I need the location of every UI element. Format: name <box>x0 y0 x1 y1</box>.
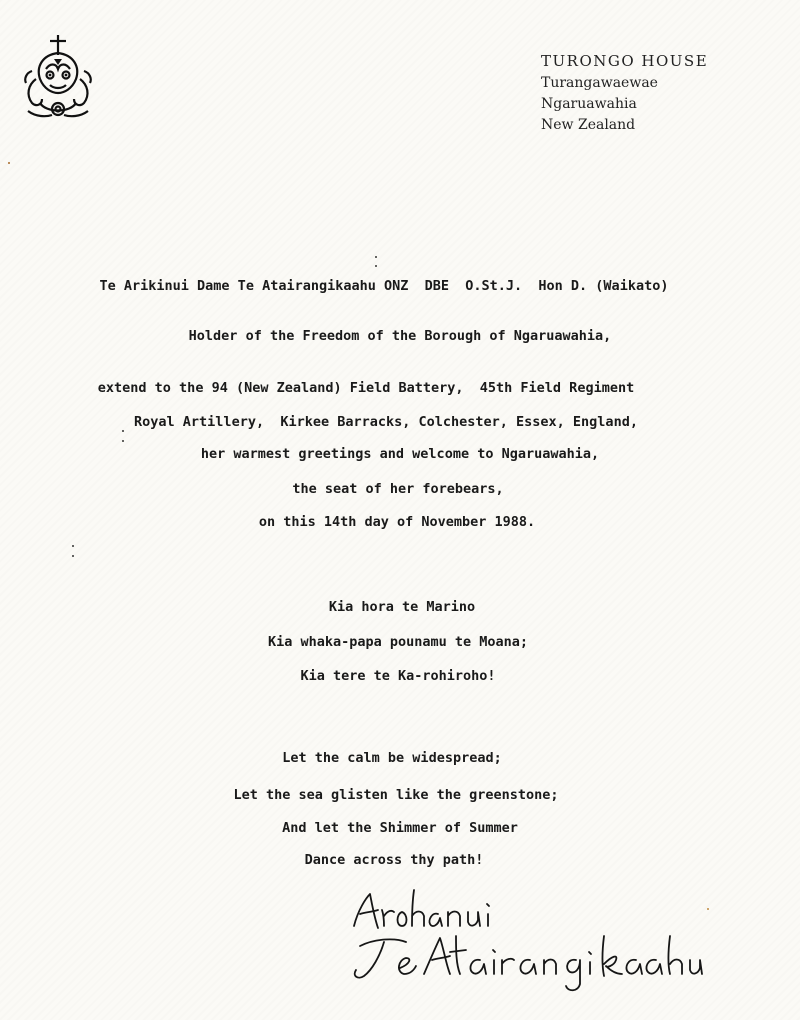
paper-speck <box>72 545 74 547</box>
letterhead-address <box>541 52 708 136</box>
freedom-line: Holder of the Freedom of the Borough of Ngaruawahia, <box>188 328 612 344</box>
paper-speck <box>375 256 377 258</box>
maori-line: Kia tere te Ka-rohiroho! <box>300 668 496 684</box>
body-line: on this 14th day of November 1988. <box>258 514 536 530</box>
letterhead-house: TURONGO HOUSE <box>541 52 709 70</box>
body-line: her warmest greetings and welcome to Ngaruawahia, <box>200 446 600 462</box>
english-line: Dance across thy path! <box>304 852 484 868</box>
letterhead-line-1: Turangawaewae <box>541 75 658 91</box>
maori-line: Kia whaka-papa pounamu te Moana; <box>267 634 529 650</box>
title-line: Te Arikinui Dame Te Atairangikaahu ONZ DBE O.St.J. Hon D. (Waikato) <box>99 278 669 294</box>
letterhead-line-3: New Zealand <box>541 117 636 133</box>
body-line: extend to the 94 (New Zealand) Field Battery, 45th Field Regiment <box>97 380 635 396</box>
paper-speck <box>122 440 124 442</box>
english-line: Let the sea glisten like the greenstone; <box>233 787 559 803</box>
body-line: Royal Artillery, Kirkee Barracks, Colchester, Essex, England, <box>134 414 638 430</box>
paper-speck <box>707 908 709 910</box>
maori-royal-crest-icon <box>20 33 96 121</box>
english-line: Let the calm be widespread; <box>282 750 502 766</box>
paper-speck <box>72 555 74 557</box>
handwritten-signature <box>340 880 720 1000</box>
paper-speck <box>122 430 124 432</box>
english-line: And let the Shimmer of Summer <box>282 820 518 836</box>
maori-line: Kia hora te Marino <box>328 599 476 615</box>
letterhead-line-2: Ngaruawahia <box>541 96 637 112</box>
body-line: the seat of her forebears, <box>292 481 504 497</box>
paper-speck <box>8 162 10 164</box>
paper-speck <box>375 265 377 267</box>
